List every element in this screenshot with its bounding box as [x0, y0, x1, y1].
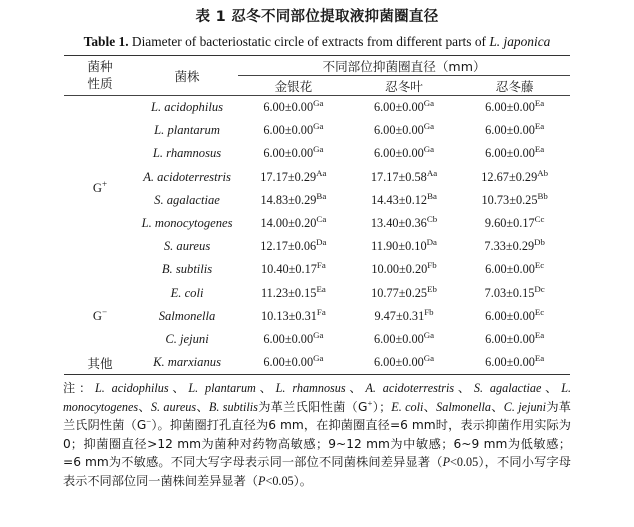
value-cell-rendongteng [459, 189, 570, 212]
value-significance-letters: Ga [423, 121, 435, 132]
value-significance-letters: Cc [534, 213, 545, 224]
value-cell-rendongye [349, 328, 460, 351]
value-cell-rendongteng [459, 282, 570, 305]
header-subcol-rendongteng: 忍冬藤 [459, 76, 570, 96]
footnote-species-7: S. aureus [150, 399, 197, 414]
value-significance-letters: Ea [534, 98, 545, 108]
value-cell-jinyinhua [238, 119, 349, 142]
value-cell-rendongye [349, 351, 460, 375]
value-number: 7.03±0.15 [484, 285, 535, 300]
footnote-species-2: L. plantarum [188, 381, 256, 396]
value-cell-rendongteng [459, 166, 570, 189]
value-number: 6.00±0.00 [373, 123, 424, 138]
strain-name-cell: L. acidophilus [136, 96, 238, 120]
value-number: 10.00±0.20 [371, 262, 428, 277]
value-significance-letters: Da [426, 237, 437, 248]
group-label: G [92, 308, 102, 323]
footnote-cn-4: ）。抑菌圈打孔直径为6 mm，在抑菌圈直径=6 mm时，表示抑菌作用实际为0；抑菌圈直径>12 mm为菌种对药物高敏感；9~12 mm为中敏感；6~9 mm为低敏感；=6 mm为不敏感。不同大写字母表示同一部位不同菌株间差异显著（ [63, 418, 571, 470]
value-cell-jinyinhua [238, 212, 349, 235]
value-significance-letters: Eb [427, 283, 437, 294]
value-number: 12.67±0.29 [481, 169, 538, 184]
footnote-species-6: L. monocytogenes [63, 381, 572, 414]
footnote-cn-5: ），不同小写字母表示不同部位同一菌株间差异显著（ [63, 455, 571, 488]
table-row [64, 351, 570, 375]
table-container [64, 55, 570, 375]
data-table [64, 55, 570, 375]
strain-name-cell: S. aureus [163, 239, 211, 254]
value-cell-rendongye [349, 166, 460, 189]
value-significance-letters: Ga [313, 144, 324, 155]
footnote-cn-2: ）； [372, 399, 392, 414]
value-number: 11.23±0.15 [260, 285, 317, 300]
value-cell-jinyinhua [238, 282, 349, 305]
value-significance-letters: Ca [316, 213, 327, 224]
value-cell-rendongteng [459, 96, 570, 120]
group-label: 其他 [87, 356, 113, 372]
value-significance-letters: Ga [423, 353, 435, 364]
page-title-chinese: 表 1 忍冬不同部位提取液抑菌圈直径 [195, 9, 439, 25]
value-significance-letters: Ga [313, 121, 324, 132]
footnote-sep-3: 、 [345, 381, 366, 396]
value-number: 17.17±0.29 [260, 169, 317, 184]
footnote-pvalue-1-rest: <0.05 [450, 455, 479, 470]
footnote-label: 注： [63, 381, 95, 396]
strain-name-cell: A. acidoterrestris [143, 169, 231, 184]
value-significance-letters: Ea [316, 283, 326, 294]
value-number: 10.73±0.25 [481, 192, 538, 207]
value-significance-letters: Ga [423, 98, 435, 108]
table-row [64, 235, 570, 258]
footnote-species-5: S. agalactiae [473, 381, 542, 396]
value-significance-letters: Ec [534, 260, 545, 271]
value-significance-letters: Da [316, 237, 327, 248]
value-number: 14.83±0.29 [260, 192, 317, 207]
value-cell-rendongye [349, 119, 460, 142]
value-number: 6.00±0.00 [485, 146, 535, 161]
footnote-species-11: C. jejuni [503, 399, 547, 414]
footnote-species-1: L. acidophilus [95, 381, 169, 396]
value-cell-jinyinhua [238, 328, 349, 351]
value-number: 6.00±0.00 [263, 123, 314, 138]
value-number: 14.00±0.20 [260, 216, 317, 231]
value-cell-rendongye [349, 305, 460, 328]
strain-name-cell: B. subtilis [161, 262, 213, 277]
footnote-pvalue-2-symbol: P [258, 473, 266, 488]
footnote-gram-positive-text: 为革兰氏阳性菌（G [257, 399, 368, 414]
value-significance-letters: Ga [313, 329, 324, 340]
value-number: 6.00±0.00 [485, 308, 535, 323]
footnote-sep-6: 、 [138, 399, 151, 414]
value-significance-letters: Ba [427, 190, 437, 201]
table-row [64, 166, 570, 189]
strain-name-cell: C. jejuni [165, 331, 209, 346]
table-row [64, 96, 570, 120]
table-row [64, 212, 570, 235]
value-significance-letters: Db [534, 237, 545, 248]
value-significance-letters: Ea [534, 121, 545, 132]
value-cell-rendongye [349, 282, 460, 305]
value-significance-letters: Ab [537, 167, 549, 178]
value-number: 7.33±0.29 [484, 239, 535, 254]
group-label-superscript: + [102, 179, 108, 190]
value-cell-jinyinhua [238, 96, 349, 120]
footnote-species-10: Salmonella [436, 399, 491, 414]
table-footnote [63, 375, 571, 490]
value-significance-letters: Cb [426, 213, 438, 224]
header-subcol-rendongye: 忍冬叶 [349, 76, 460, 96]
table-row [64, 305, 570, 328]
value-cell-jinyinhua [238, 235, 349, 258]
table-caption-text: Diameter of bacteriostatic circle of extracts from different parts of [128, 34, 490, 49]
value-cell-rendongye [349, 212, 460, 235]
table-row [64, 328, 570, 351]
strain-name-cell: E. coli [170, 285, 204, 300]
value-number: 6.00±0.00 [485, 262, 535, 277]
value-cell-rendongteng [459, 142, 570, 165]
value-number: 13.40±0.36 [370, 216, 427, 231]
group-label-superscript: − [102, 306, 108, 317]
footnote-cn-6: ）。 [293, 473, 312, 488]
value-number: 14.43±0.12 [371, 192, 428, 207]
value-significance-letters: Fb [424, 306, 434, 317]
group-label: G [92, 181, 102, 196]
table-body [64, 96, 570, 375]
value-cell-rendongye [349, 258, 460, 281]
header-nature [64, 56, 136, 96]
value-number: 6.00±0.00 [263, 100, 314, 115]
strain-name-cell: L. rhamnosus [152, 146, 222, 161]
footnote-sep-1: 、 [168, 381, 189, 396]
value-cell-rendongye [349, 142, 460, 165]
value-cell-rendongteng [459, 305, 570, 328]
footnote-pvalue-1-symbol: P [442, 455, 451, 470]
value-significance-letters: Fa [316, 306, 326, 317]
header-subcol-jinyinhua: 金银花 [238, 76, 349, 96]
value-significance-letters: Ea [534, 329, 545, 340]
value-cell-rendongteng [459, 235, 570, 258]
value-number: 10.77±0.25 [371, 285, 428, 300]
value-cell-jinyinhua [238, 166, 349, 189]
footnote-species-4: A. acidoterrestris [365, 381, 455, 396]
value-cell-rendongteng [459, 328, 570, 351]
value-number: 10.13±0.31 [260, 308, 317, 323]
value-significance-letters: Aa [316, 167, 327, 178]
footnote-species-3: L. rhamnosus [275, 381, 346, 396]
footnote-sep-7: 、 [196, 399, 209, 414]
footnote-superscript-plus: + [367, 397, 373, 408]
value-cell-rendongye [349, 235, 460, 258]
value-significance-letters: Fb [427, 260, 437, 271]
strain-name-cell: Salmonella [158, 308, 216, 323]
value-significance-letters: Ba [316, 190, 327, 201]
footnote-gram-negative-text: 为革兰氏阴性菌（G [63, 399, 571, 433]
footnote-sep-8: 、 [423, 399, 437, 414]
value-significance-letters: Ec [534, 306, 545, 317]
page-title-english [0, 26, 634, 55]
value-cell-jinyinhua [238, 351, 349, 375]
value-significance-letters: Fa [316, 260, 326, 271]
value-significance-letters: Ea [534, 353, 545, 364]
footnote-superscript-minus: − [146, 416, 152, 427]
value-cell-jinyinhua [238, 305, 349, 328]
value-significance-letters: Ga [313, 353, 324, 364]
group-label-cell [64, 351, 136, 375]
value-number: 6.00±0.00 [373, 331, 424, 346]
value-number: 6.00±0.00 [263, 355, 314, 370]
value-cell-jinyinhua [238, 189, 349, 212]
header-nature-line1: 菌种 [87, 58, 113, 74]
footnote-pvalue-2-rest: <0.05 [265, 473, 294, 488]
value-cell-rendongye [349, 189, 460, 212]
value-number: 6.00±0.00 [485, 331, 535, 346]
footnote-sep-5: 、 [541, 381, 562, 396]
strain-name-cell: K. marxianus [136, 351, 238, 375]
value-cell-jinyinhua [238, 142, 349, 165]
value-significance-letters: Aa [426, 167, 438, 178]
value-number: 6.00±0.00 [485, 123, 535, 138]
header-row-top [64, 56, 570, 76]
table-row [64, 119, 570, 142]
value-significance-letters: Bb [537, 190, 548, 201]
value-significance-letters: Ga [313, 98, 324, 108]
species-name-italic: L. japonica [489, 34, 551, 49]
value-cell-rendongye [349, 96, 460, 120]
value-cell-rendongteng [459, 258, 570, 281]
table-header [64, 56, 570, 96]
header-nature-line2: 性质 [87, 75, 113, 91]
value-cell-rendongteng [459, 119, 570, 142]
value-number: 6.00±0.00 [485, 355, 535, 370]
value-number: 6.00±0.00 [373, 100, 424, 115]
value-number: 6.00±0.00 [485, 100, 535, 115]
table-number-label: Table 1. [83, 34, 129, 49]
value-number: 10.40±0.17 [260, 262, 317, 277]
value-significance-letters: Dc [534, 283, 545, 294]
value-cell-rendongteng [459, 212, 570, 235]
table-row [64, 258, 570, 281]
value-cell-rendongteng [459, 351, 570, 375]
value-number: 6.00±0.00 [373, 146, 424, 161]
table-row [64, 142, 570, 165]
value-significance-letters: Ga [423, 144, 435, 155]
value-significance-letters: Ga [423, 329, 435, 340]
header-group-span: 不同部位抑菌圈直径（mm） [238, 56, 570, 76]
footnote-sep-9: 、 [491, 399, 504, 414]
value-number: 6.00±0.00 [373, 355, 424, 370]
footnote-species-8: B. subtilis [208, 399, 258, 414]
strain-name-cell: L. plantarum [154, 123, 220, 138]
value-significance-letters: Ea [534, 144, 545, 155]
footnote-sep-2: 、 [255, 381, 276, 396]
strain-name-cell: S. agalactiae [154, 192, 220, 207]
value-number: 12.17±0.06 [260, 239, 317, 254]
strain-name-cell: L. monocytogenes [141, 216, 233, 231]
value-number: 6.00±0.00 [263, 331, 314, 346]
value-number: 9.47±0.31 [374, 308, 425, 323]
value-number: 17.17±0.58 [370, 169, 427, 184]
value-number: 11.90±0.10 [371, 239, 427, 254]
group-label-cell [64, 96, 136, 282]
footnote-species-9: E. coli [391, 399, 424, 414]
value-number: 9.60±0.17 [484, 216, 535, 231]
header-strain: 菌株 [136, 56, 238, 96]
value-number: 6.00±0.00 [263, 146, 314, 161]
group-label-cell [64, 282, 136, 352]
value-cell-jinyinhua [238, 258, 349, 281]
table-row [64, 189, 570, 212]
table-row [64, 282, 570, 305]
footnote-sep-4: 、 [454, 381, 474, 396]
